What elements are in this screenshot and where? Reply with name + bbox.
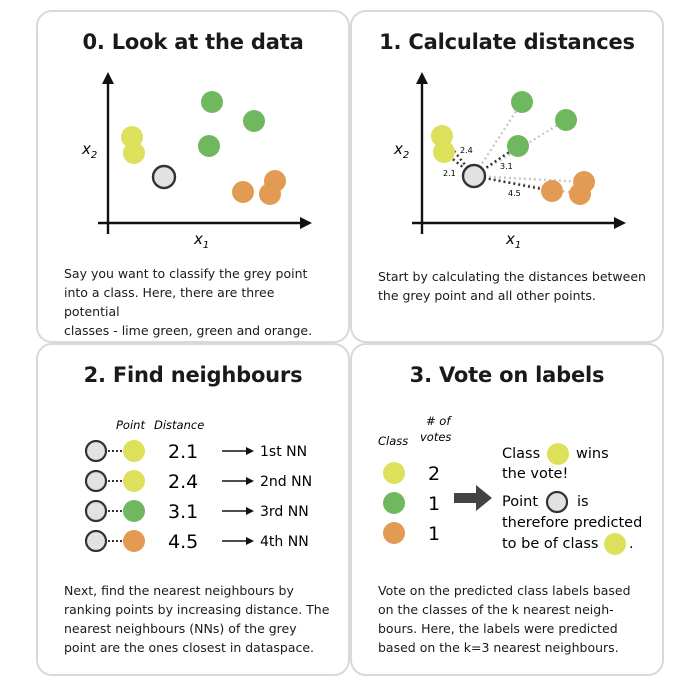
- lime-point-icon: [123, 470, 145, 492]
- green-point: [507, 135, 529, 157]
- lime-class-icon: [547, 443, 569, 465]
- grey-point-icon: [86, 501, 106, 521]
- distance-label: 2.4: [460, 146, 473, 155]
- orange-point: [541, 180, 563, 202]
- distance-value: 2.4: [168, 471, 199, 493]
- desc-line: Next, find the nearest neighbours by: [64, 583, 294, 598]
- green-class-icon: [383, 492, 405, 514]
- y-axis-arrow: [416, 72, 428, 84]
- result-text: therefore predicted: [502, 515, 643, 531]
- y-axis-label: $x_2$: [394, 140, 410, 161]
- arrow-right-icon: [246, 507, 254, 515]
- lime-point-icon: [123, 440, 145, 462]
- rank-label: 2nd NN: [260, 474, 313, 490]
- panel-title: 2. Find neighbours: [83, 363, 303, 387]
- vote-row: [383, 522, 440, 545]
- neighbour-row: [86, 440, 307, 463]
- panel-look-at-data: [36, 10, 350, 343]
- desc-line: Vote on the predicted class labels based: [378, 583, 631, 598]
- distance-value: 2.1: [168, 441, 199, 463]
- result-text: Class: [502, 446, 541, 462]
- panel-title: 3. Vote on labels: [409, 363, 605, 387]
- grey-point-icon: [86, 441, 106, 461]
- votes-column-header: votes: [420, 430, 452, 444]
- arrow-right-icon: [246, 447, 254, 455]
- rank-label: 3rd NN: [260, 504, 309, 520]
- vote-count: 1: [428, 493, 441, 515]
- distance-label: 3.1: [500, 162, 513, 171]
- y-axis-label: $x_2$: [82, 140, 98, 161]
- panel-title: 1. Calculate distances: [379, 30, 635, 54]
- distance-value: 4.5: [168, 531, 199, 553]
- desc-line: point are the ones closest in dataspace.: [64, 640, 315, 655]
- x-axis-label: $x_1$: [194, 230, 210, 251]
- grey-point-icon: [547, 492, 567, 512]
- vote-row: [383, 492, 440, 515]
- panel-description: [378, 267, 646, 305]
- desc-line: ranking points by increasing distance. The: [64, 602, 330, 617]
- result-text: is: [577, 494, 589, 510]
- rank-label: 4th NN: [260, 534, 309, 550]
- green-point: [198, 135, 220, 157]
- x-axis-arrow: [614, 217, 626, 229]
- distance-label: 4.5: [508, 189, 521, 198]
- desc-line: into a class. Here, there are three potential: [64, 285, 275, 319]
- x-axis-label: $x_1$: [506, 230, 522, 251]
- green-point: [201, 91, 223, 113]
- orange-point: [569, 183, 591, 205]
- neighbour-row: [86, 530, 309, 553]
- desc-line: the grey point and all other points.: [378, 288, 596, 303]
- green-point-icon: [123, 500, 145, 522]
- desc-line: Start by calculating the distances between: [378, 269, 646, 284]
- neighbour-row: [86, 500, 309, 523]
- y-axis-arrow: [102, 72, 114, 84]
- arrow-right-icon: [454, 485, 492, 511]
- green-point: [243, 110, 265, 132]
- lime-point: [433, 141, 455, 163]
- vote-count: 1: [428, 523, 441, 545]
- grey-query-point: [153, 166, 175, 188]
- panel-calculate-distances: [350, 10, 664, 343]
- lime-class-icon: [383, 462, 405, 484]
- orange-point-icon: [123, 530, 145, 552]
- neighbour-row: [86, 470, 312, 493]
- result-text: .: [629, 536, 634, 552]
- votes-column-header: # of: [426, 414, 451, 428]
- result-text: the vote!: [502, 466, 569, 482]
- panel-description: [64, 581, 332, 657]
- arrow-right-icon: [246, 477, 254, 485]
- rank-label: 1st NN: [260, 444, 308, 460]
- panel-title: 0. Look at the data: [82, 30, 304, 54]
- distance-column-header: Distance: [154, 418, 205, 432]
- arrow-right-icon: [246, 537, 254, 545]
- grey-query-point: [463, 165, 485, 187]
- desc-line: nearest neighbours (NNs) of the grey: [64, 621, 297, 636]
- orange-point: [259, 183, 281, 205]
- green-point: [555, 109, 577, 131]
- class-column-header: Class: [378, 434, 409, 448]
- point-column-header: Point: [116, 418, 145, 432]
- lime-point: [123, 142, 145, 164]
- grey-point-icon: [86, 471, 106, 491]
- panel-find-neighbours: [36, 343, 350, 676]
- result-text: to be of class: [502, 536, 599, 552]
- panel-vote-on-labels: [350, 343, 664, 676]
- x-axis-arrow: [300, 217, 312, 229]
- orange-point: [232, 181, 254, 203]
- lime-class-icon: [604, 533, 626, 555]
- desc-line: on the classes of the k nearest neigh-: [378, 602, 614, 617]
- distance-label: 2.1: [443, 169, 456, 178]
- desc-line: classes - lime green, green and orange.: [64, 323, 313, 338]
- desc-line: Say you want to classify the grey point: [64, 266, 308, 281]
- vote-row: [383, 462, 440, 485]
- orange-class-icon: [383, 522, 405, 544]
- distance-value: 3.1: [168, 501, 199, 523]
- desc-line: based on the k=3 nearest neighbours.: [378, 640, 619, 655]
- green-point: [511, 91, 533, 113]
- panel-description: [378, 581, 646, 657]
- desc-line: bours. Here, the labels were predicted: [378, 621, 618, 636]
- vote-count: 2: [428, 463, 441, 485]
- panel-description: [64, 264, 332, 340]
- result-text: wins: [576, 446, 609, 462]
- result-text: Point: [502, 494, 539, 510]
- grey-point-icon: [86, 531, 106, 551]
